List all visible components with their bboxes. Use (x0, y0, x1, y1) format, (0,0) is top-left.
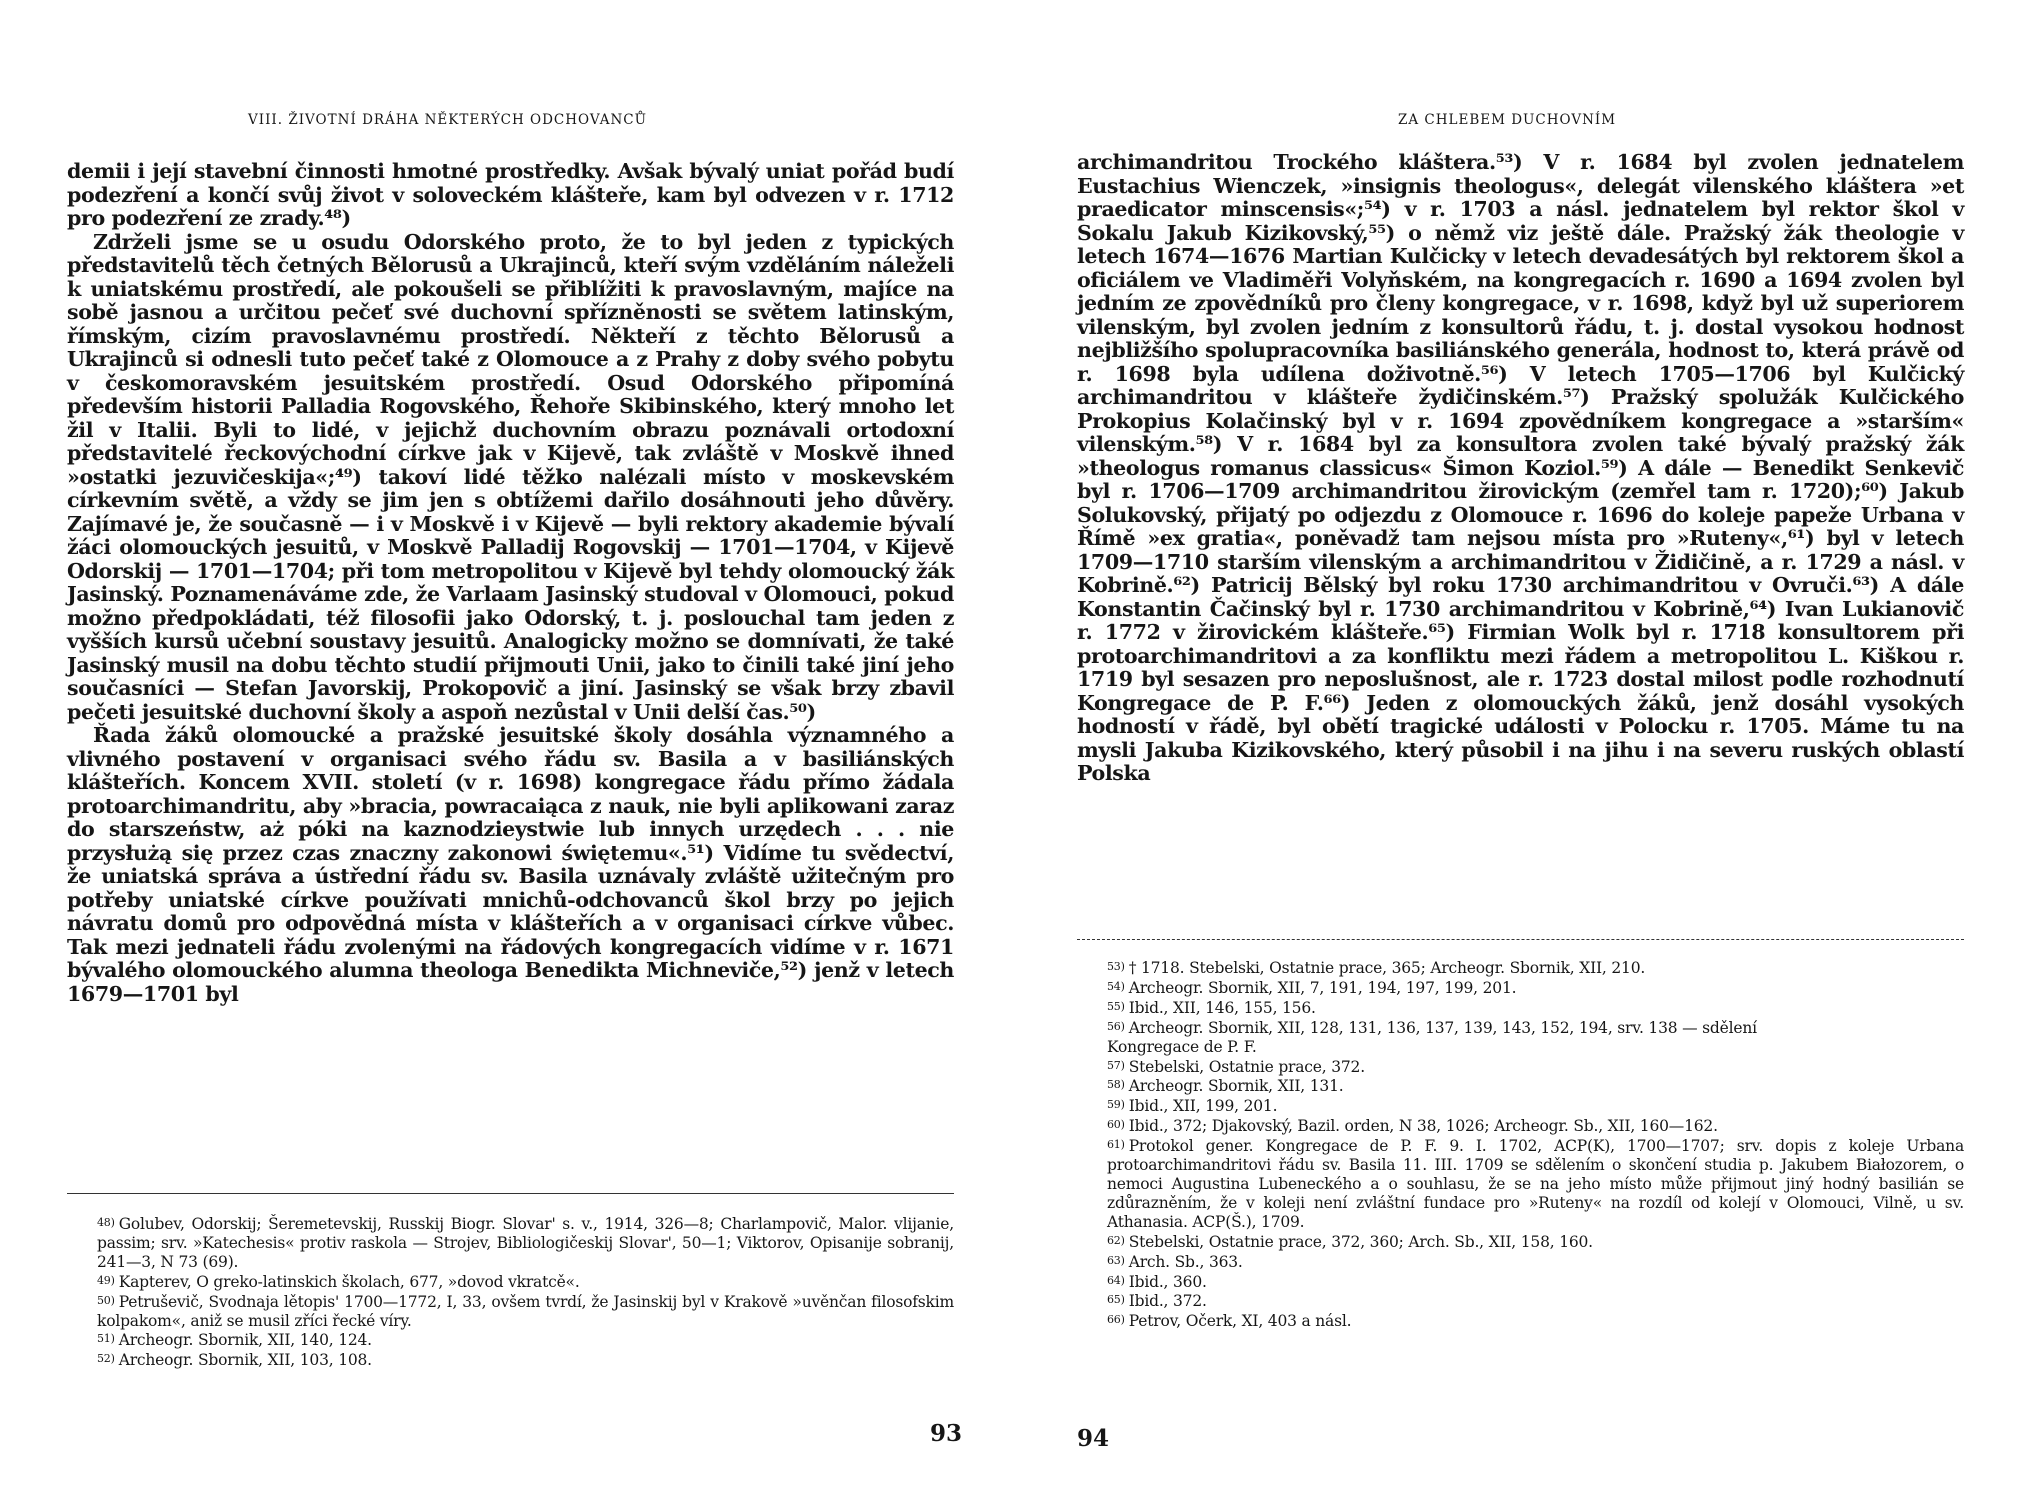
footnote: 50) Petruševič, Svodnaja lětopis' 1700—1772, I, 33, ovšem tvrdí, že Jasinskij byl v Krakově »uvěnčan filosofskim kolpakom«, aniž se musil zříci řecké víry. (97, 1292, 954, 1330)
footnote: 58) Archeogr. Sbornik, XII, 131. (1107, 1077, 1344, 1096)
paragraph: demii i její stavební činnosti hmotné prostředky. Avšak bývalý uniat pořád budí podezření a končí svůj život v soloveckém klášteře, kam byl odvezen v r. 1712 pro podezření ze zrady.⁴⁸) (67, 159, 954, 230)
footnotes (67, 1214, 954, 1370)
page-number: 94 (1077, 1425, 1110, 1452)
footnote: 53) † 1718. Stebelski, Ostatnie prace, 365; Archeogr. Sbornik, XII, 210. (1107, 959, 1646, 977)
footnote: 56) Archeogr. Sbornik, XII, 128, 131, 136, 137, 139, 143, 152, 194, srv. 138 — sdělení (1107, 1018, 1757, 1037)
running-header: VIII. ŽIVOTNÍ DRÁHA NĚKTERÝCH ODCHOVANCŮ (248, 112, 647, 128)
footnote: 54) Archeogr. Sbornik, XII, 7, 191, 194, 197, 199, 201. (1107, 978, 1517, 997)
footnote: 59) Ibid., XII, 199, 201. (1107, 1097, 1278, 1116)
footnote: 52) Archeogr. Sbornik, XII, 103, 108. (97, 1351, 372, 1370)
body-text (67, 160, 954, 1006)
footnote: 49) Kapterev, O greko-latinskich školach, 677, »dovod vkratcě«. (97, 1272, 580, 1291)
footnote: 51) Archeogr. Sbornik, XII, 140, 124. (97, 1331, 372, 1350)
footnote: 64) Ibid., 360. (1107, 1272, 1207, 1291)
paragraph: archimandritou Trockého kláštera.⁵³) V r. 1684 byl zvolen jednatelem Eustachius Wienczek, »insignis theologus«, delegát vilenského kláštera »et praedicator minscensis«;⁵⁴) v r. 1703 a násl. jednatelem byl rektor škol v Sokalu Jakub Kizikovský,⁵⁵) o němž viz ještě dále. Pražský žák theologie v letech 1674—1676 Martian Kulčicky v letech devadesátých byl rektorem škol a oficiálem ve Vladiměři Volyňském, na kongregacích r. 1690 a 1694 zvolen byl jedním ze zpovědníků pro členy kongregace, v r. 1698, když byl už superiorem vilenským, byl zvolen jedním z konsultorů řádu, t. j. dostal vysokou hodnost nejbližšího spolupracovníka basiliánského generála, hodnost to, která právě od r. 1698 byla udílena doživotně.⁵⁶) V letech 1705—1706 byl Kulčický archimandritou v klášteře žydičinském.⁵⁷) Pražský spolužák Kulčického Prokopius Kolačinský byl v r. 1694 zpovědníkem kongregace a »starším« vilenským.⁵⁸) V r. 1684 byl za konsultora zvolen také bývalý pražský žák »theologus romanus classicus« Šimon Koziol.⁵⁹) A dále — Benedikt Senkevič byl r. 1706—1709 archimandritou žirovickým (zemřel tam r. 1720);⁶⁰) Jakub Solukovský, přijatý po odjezdu z Olomouce r. 1696 do koleje papeže Urbana v Římě »ex gratia«, poněvadž tam nejsou místa pro »Ruteny«,⁶¹) byl v letech 1709—1710 starším vilenským a archimandritou v Židičině, a r. 1729 a násl. v Kobrině.⁶²) Patricij Bělský byl roku 1730 archimandritou v Ovruči.⁶³) A dále Konstantin Čačinský byl r. 1730 archimandritou v Kobrině,⁶⁴) Ivan Lukianovič r. 1772 v žirovickém klášteře.⁶⁵) Firmian Wolk byl r. 1718 konsultorem při protoarchimandritovi a za konfliktu mezi řádem a metropolitou L. Kiškou r. 1719 byl sesazen pro neposlušnost, ale r. 1723 dostal milost podle rozhodnutí Kongregace de P. F.⁶⁶) Jeden z olomouckých žáků, jenž dosáhl vysokých hodností v řádě, byl obětí tragické události v Polocku r. 1705. Máme tu na mysli Jakuba Kizikovského, který působil i na jihu i na severu ruských oblastí Polska (1077, 150, 1964, 785)
paragraph: Řada žáků olomoucké a pražské jesuitské školy dosáhla významného a vlivného postavení v organisaci svého řádu sv. Basila a v basiliánských klášteřích. Koncem XVII. století (v r. 1698) kongregace řádu přímo žádala protoarchimandritu, aby »bracia, powracaiąca z nauk, nie byli aplikowani zaraz do starszeństw, aż póki na kaznodzieystwie lub innych urzędech . . . nie przysłużą się przez czas znaczny zakonowi świętemu«.⁵¹) Vidíme tu svědectví, že uniatská správa a ústřední řádu sv. Basila uznávaly zvláště užitečným pro potřeby uniatské církve používati mnichů-odchovanců škol brzy po jejich návratu domů pro odpovědná místa v klášteřích a v organisaci církve vůbec. Tak mezi jednateli řádu zvolenými na řádových kongregacích vidíme v r. 1671 bývalého olomouckého alumna theologa Benedikta Michneviče,⁵²) jenž v letech 1679—1701 byl (67, 723, 954, 1006)
footnote: 60) Ibid., 372; Djakovský, Bazil. orden, N 38, 1026; Archeogr. Sb., XII, 160—162. (1107, 1117, 1718, 1136)
footnote: 55) Ibid., XII, 146, 155, 156. (1107, 998, 1316, 1017)
running-header: ZA CHLEBEM DUCHOVNÍM (1398, 112, 1617, 128)
footnote: 61) Protokol gener. Kongregace de P. F. 9. I. 1702, ACP(K), 1700—1707; srv. dopis z koleje Urbana protoarchimandritovi řádu sv. Basila 11. III. 1709 se sdělením o skončení studia p. Jakubem Białozorem, o nemoci Augustina Lubeneckého a o souhlasu, že se na jeho místo může přijmout jiný hodný basilián se zdůrazněním, že v koleji není zvláštní fundace pro »Ruteny« na rozdíl od kolejí v Olomouci, Vilně, u sv. Athanasia. ACP(Š.), 1709. (1107, 1137, 1964, 1231)
footnote: 63) Arch. Sb., 363. (1107, 1252, 1243, 1271)
footnote-separator (67, 1193, 954, 1194)
footnote: 65) Ibid., 372. (1107, 1292, 1207, 1311)
footnote: 48) Golubev, Odorskij; Šeremetevskij, Russkij Biogr. Slovar' s. v., 1914, 326—8; Charlampovič, Malor. vlijanie, passim; srv. »Katechesis« protiv raskola — Strojev, Bibliologičeskij Slovar', 50—1; Viktorov, Opisanije sobranij, 241—3, N 73 (69). (97, 1215, 954, 1271)
footnote: 62) Stebelski, Ostatnie prace, 372, 360; Arch. Sb., XII, 158, 160. (1107, 1232, 1593, 1251)
right-page (1017, 0, 2034, 1500)
paragraph: Zdrželi jsme se u osudu Odorského proto, že to byl jeden z typických představitelů těch četných Bělorusů a Ukrajinců, kteří svým vzděláním náleželi k uniatskému prostředí, ale pokoušeli se přiblížiti k pravoslavným, majíce na sobě jasnou a určitou pečeť své duchovní spřízněnosti se světem latinským, římským, cizím pravoslavnému prostředí. Někteří z těchto Bělorusů a Ukrajinců si odnesli tuto pečeť také z Olomouce a z Prahy z doby svého pobytu v českomoravském jesuitském prostředí. Osud Odorského připomíná především historii Palladia Rogovského, Řehoře Skibinského, který mnoho let žil v Italii. Byli to lidé, v jejichž duchovním obrazu poznávali ortodoxní představitelé řeckovýchodní církve jak v Kijevě, tak zvláště v Moskvě ihned »ostatki jezuvičeskija«;⁴⁹) takoví lidé těžko nalézali místo v moskevském církevním světě, a vždy se jim jen s obtížemi dařilo dosáhnouti jeho důvěry. Zajímavé je, že současně — i v Moskvě i v Kijevě — byli rektory akademie bývalí žáci olomouckých jesuitů, v Moskvě Palladij Rogovskij — 1701—1704, v Kijevě Odorskij — 1701—1704; při tom metropolitou v Kijevě byl tehdy olomoucký žák Jasinský. Poznamenáváme zde, že Varlaam Jasinský studoval v Olomouci, pokud možno předpokládati, též filosofii jako Odorský, t. j. poslouchal tam jeden z vyšších kursů učební soustavy jesuitů. Analogicky možno se domnívati, že také Jasinský musil na dobu těchto studií přijmouti Unii, jako to činili také jiní jeho současníci — Stefan Javorskij, Prokopovič a jiní. Jasinský se však brzy zbavil pečeti jesuitské duchovní školy a aspoň nezůstal v Unii delší čas.⁵⁰) (67, 229, 954, 724)
page-number: 93 (930, 1420, 963, 1447)
footnote: 66) Petrov, Očerk, XI, 403 a násl. (1107, 1312, 1352, 1331)
footnote-continuation: Kongregace de P. F. (1107, 1037, 1257, 1056)
footnotes (1077, 958, 1964, 1331)
footnote: 57) Stebelski, Ostatnie prace, 372. (1107, 1057, 1365, 1076)
footnote-separator (1077, 939, 1964, 940)
body-text (1077, 151, 1964, 786)
